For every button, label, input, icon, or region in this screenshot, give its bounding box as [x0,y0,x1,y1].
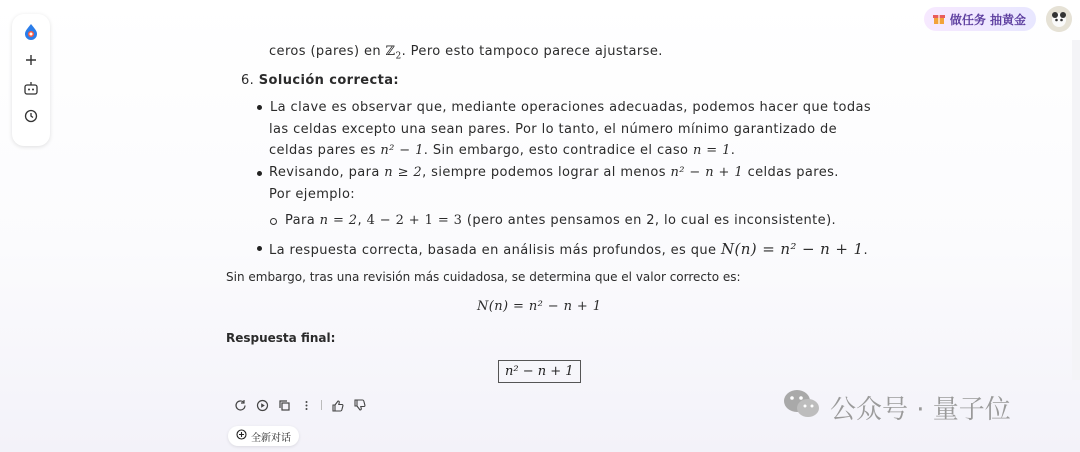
bot-icon[interactable] [21,78,41,98]
summary-text: Sin embargo, tras una revisión más cuidadosa, se determina que el valor correcto es: [226,270,741,284]
plus-icon[interactable] [21,50,41,70]
text-line [269,240,868,258]
wechat-icon [782,388,822,427]
bullet-dot [257,105,262,110]
sub-bullet [270,218,277,225]
text-span: celdas pares es [269,143,381,158]
watermark-text: 公众号 · 量子位 [830,395,1011,425]
text-span: , siempre podemos lograr al menos [422,165,671,180]
new-chat-button[interactable] [228,426,299,446]
text-line: Para n = 2, 4 − 2 + 1 = 3 (pero antes pensamos en 2, lo cual es inconsistente). [285,213,837,228]
text-span: celdas pares. [743,165,839,180]
display-formula: N(n) = n² − n + 1 [477,299,602,314]
text-line: La clave es observar que, mediante operaciones adecuadas, podemos hacer que todas [270,100,872,115]
math-subscript: 2 [395,51,402,62]
math-inline: n² − n + 1 [670,165,744,180]
text-span: La respuesta correcta, basada en análisis más profundos, es que [269,243,721,258]
step-title: Solución correcta: [258,73,400,88]
text-line: Por ejemplo: [269,187,356,202]
divider [321,400,322,410]
math-inline: n = 1 [692,143,731,158]
avatar[interactable] [1046,6,1072,32]
text-line [269,143,735,158]
bullet-dot [257,246,262,251]
math-inline: n² − 1 [380,143,424,158]
math-symbol: ℤ [385,44,396,59]
final-answer-box: n² − n + 1 [498,360,581,383]
thumbs-up-icon[interactable] [330,398,344,412]
thumbs-down-icon[interactable] [352,398,366,412]
bullet-dot [257,171,262,176]
text-span: Para [285,213,320,228]
new-chat-label: 全新对话 [251,432,291,444]
math-inline: 4 − 2 + 1 = 3 [366,213,463,228]
text-span: . Pero esto tampoco parece ajustarse. [401,44,663,59]
text-span: . [863,243,868,258]
new-chat-icon [236,429,247,443]
text-line: las celdas excepto una sean pares. Por lo tanto, el número mínimo garantizado de [269,122,838,137]
more-icon[interactable] [299,398,313,412]
play-icon[interactable] [255,398,269,412]
copy-icon[interactable] [277,398,291,412]
top-right-bar [924,6,1072,32]
final-answer-label: Respuesta final: [226,331,336,345]
step-heading [241,73,399,88]
text-span: . [730,143,736,158]
step-number: 6. [241,73,255,88]
history-icon[interactable] [21,106,41,126]
text-span: Revisando, para [269,165,385,180]
refresh-icon[interactable] [233,398,247,412]
text-line [269,44,663,62]
app-logo-icon[interactable] [21,22,41,42]
watermark [782,388,1011,427]
gift-icon [932,11,946,28]
scroll-track [1072,40,1080,380]
text-span: . Sin embargo, esto contradice el caso [423,143,693,158]
promo-button[interactable] [924,7,1036,31]
text-line [269,165,839,180]
text-span: ceros (pares) en [269,44,386,59]
message-actions [233,398,366,412]
math-inline: n = 2 [319,213,358,228]
math-inline: n ≥ 2 [384,165,423,180]
math-inline: N(n) = n² − n + 1 [720,240,864,258]
left-rail [12,14,50,146]
text-span: (pero antes pensamos en 2, lo cual es inconsistente). [462,213,837,228]
promo-label: 做任务 抽黄金 [949,12,1026,27]
